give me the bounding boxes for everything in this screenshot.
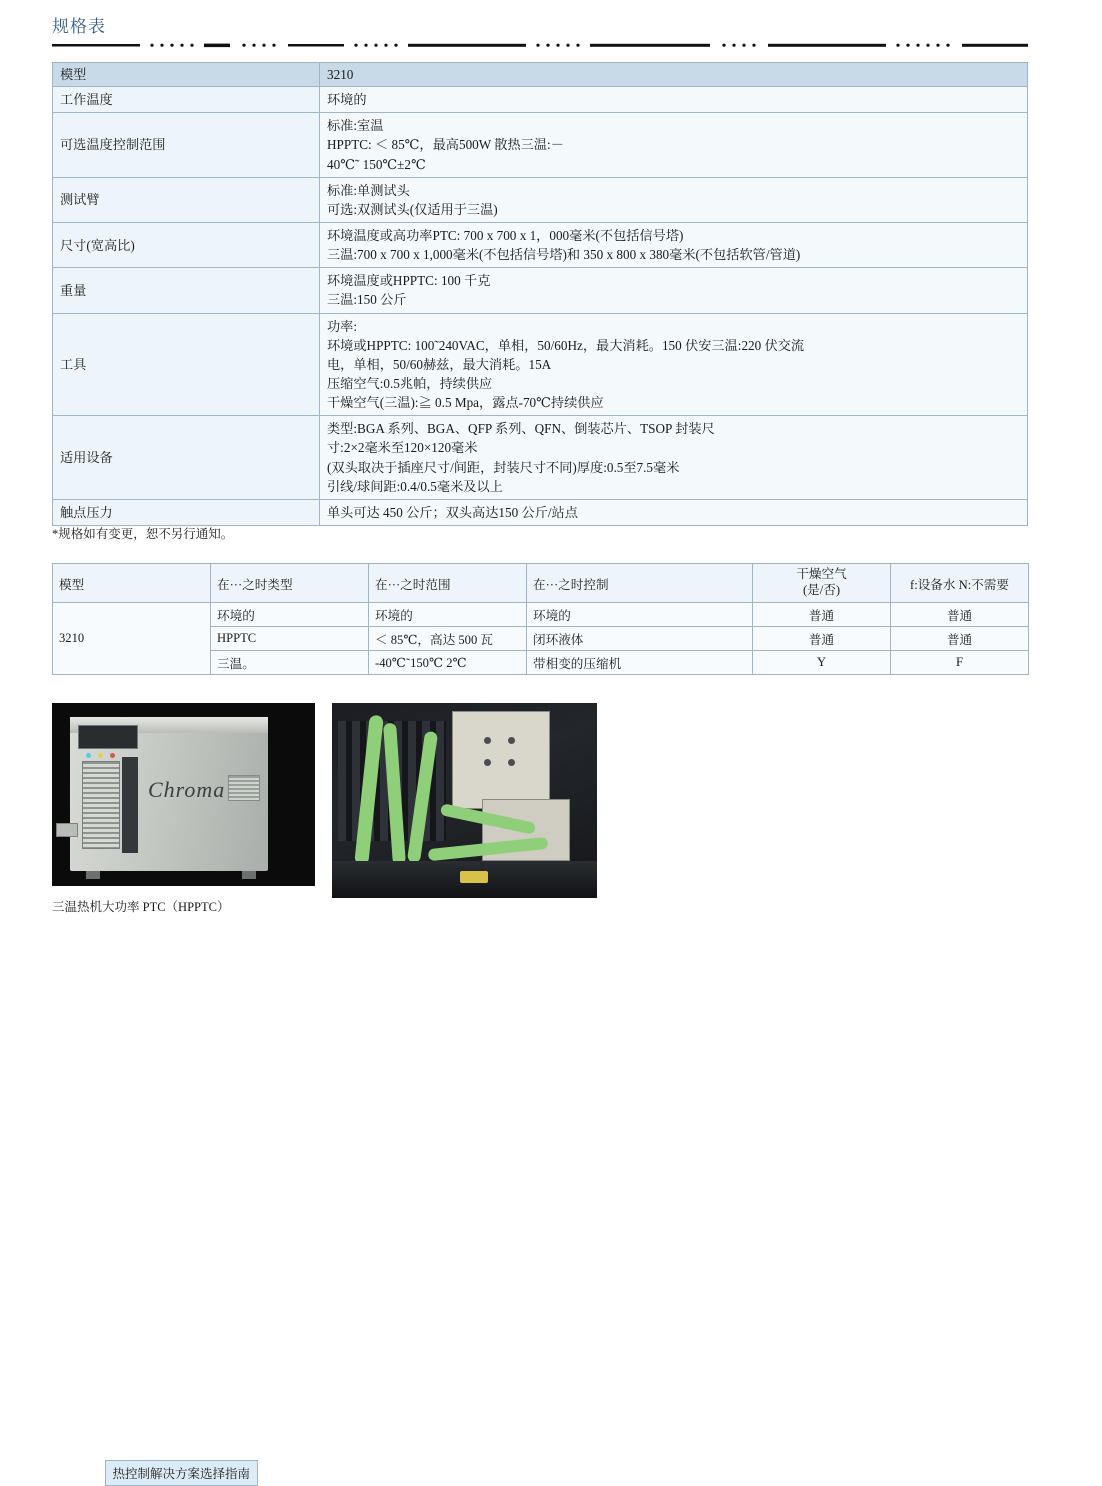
interior-port (484, 737, 491, 744)
page-title: 规格表 (52, 17, 106, 36)
table-row (53, 87, 1028, 113)
guide-cell-dry-air: 普通 (753, 627, 891, 651)
chiller-caster (242, 871, 256, 879)
guide-col-model: 模型 (53, 564, 211, 603)
spec-label: 工具 (53, 313, 320, 416)
table-row (105, 1460, 259, 1486)
guide-col-dry-air-line1: 干燥空气 (796, 567, 847, 582)
chiller-brand-label: Chroma (148, 777, 226, 802)
spec-value-line: 环境温度或高功率PTC: 700 x 700 x 1，000毫米(不包括信号塔) (327, 227, 684, 243)
spec-value (320, 313, 1028, 416)
table-row (53, 177, 1028, 222)
photo-caption: 三温热机大功率 PTC（HPPTC） (52, 900, 230, 914)
spec-value-line: HPPTC: ＜ 85℃，最高500W 散热三温:－ (327, 137, 564, 153)
title-decorative-rule (52, 40, 1028, 50)
guide-cell-type: 环境的 (211, 603, 369, 627)
spec-value-line: 类型:BGA 系列、BGA、QFP 系列、QFN、倒装芯片、TSOP 封装尺 (327, 421, 715, 437)
product-photo-interior (332, 703, 597, 898)
guide-cell-water: 普通 (891, 603, 1029, 627)
chiller-led-indicator (98, 753, 103, 758)
spec-value (320, 499, 1028, 525)
spec-value-line: 电，单相，50/60赫兹，最大消耗。15A (327, 356, 552, 372)
guide-cell-range: -40℃˜150℃ 2℃ (369, 651, 527, 675)
spec-value (320, 113, 1028, 177)
table-row (53, 63, 1028, 87)
spec-label: 适用设备 (53, 416, 320, 500)
spec-footnote: *规格如有变更，恕不另行通知。 (52, 527, 234, 541)
title-block (52, 12, 1052, 41)
table-row (53, 564, 1029, 603)
guide-model-value: 3210 (53, 603, 211, 675)
spec-value-line: 环境温度或HPPTC: 100 千克 (327, 273, 491, 289)
interior-handler-panel (452, 711, 550, 809)
chiller-pipe-fitting (56, 823, 78, 837)
guide-cell-range: ＜ 85℃，高达 500 瓦 (369, 627, 527, 651)
spec-value-line: 压缩空气:0.5兆帕，持续供应 (327, 375, 493, 391)
spec-value-line: 标准:单测试头 (327, 182, 410, 198)
chiller-caster (86, 871, 100, 879)
guide-cell-control: 闭环液体 (527, 627, 753, 651)
guide-cell-water: F (891, 651, 1029, 675)
interior-yellow-marker (460, 871, 488, 883)
guide-cell-control: 带相变的压缩机 (527, 651, 753, 675)
chiller-vent-grill (82, 761, 120, 849)
chiller-side-recess (122, 757, 138, 853)
guide-cell-type: HPPTC (211, 627, 369, 651)
spec-value-line: 三温:700 x 700 x 1,000毫米(不包括信号塔)和 350 x 800 x 380毫米(不包括软管/管道) (327, 247, 801, 263)
table-row (53, 268, 1028, 313)
table-row (53, 113, 1028, 177)
spec-label: 尺寸(宽高比) (53, 222, 320, 267)
spec-value-line: 标准:室温 (327, 118, 384, 134)
guide-col-range: 在···之时范围 (369, 564, 527, 603)
spec-value-line: 环境的 (327, 92, 367, 108)
guide-cell-water: 普通 (891, 627, 1029, 651)
spec-value-line: 功率: (327, 318, 358, 334)
interior-port (508, 759, 515, 766)
chiller-led-indicator (110, 753, 115, 758)
guide-cell-type: 三温。 (211, 651, 369, 675)
interior-port (484, 759, 491, 766)
guide-col-dry-air-line2: (是/否) (802, 583, 841, 597)
spec-label: 触点压力 (53, 499, 320, 525)
spec-value-line: (双头取决于插座尺寸/间距，封装尺寸不同)厚度:0.5至7.5毫米 (327, 459, 680, 475)
guide-col-water: f:设备水 N:不需要 (891, 564, 1029, 603)
spec-value-line: 可选:双测试头(仅适用于三温) (327, 201, 498, 217)
guide-cell-dry-air: Y (753, 651, 891, 675)
spec-value-line: 引线/球间距:0.4/0.5毫米及以上 (327, 478, 503, 494)
table-row (53, 603, 1029, 627)
spec-value (320, 177, 1028, 222)
spec-value (320, 87, 1028, 113)
table-row (53, 313, 1028, 416)
guide-col-dry-air (753, 564, 891, 603)
specification-table (52, 62, 1028, 526)
spec-label: 重量 (53, 268, 320, 313)
table-row (53, 222, 1028, 267)
spec-value-line: 环境或HPPTC: 100˜240VAC，单相，50/60Hz，最大消耗。150 伏安三温:220 伏交流 (327, 337, 805, 353)
spec-label: 测试臂 (53, 177, 320, 222)
spec-value-line: 单头可达 450 公斤；双头高达150 公斤/站点 (327, 504, 578, 520)
spec-value-line: 40℃˜ 150℃±2℃ (327, 156, 426, 172)
guide-caption: 热控制解决方案选择指南 (105, 1461, 258, 1486)
guide-cell-range: 环境的 (369, 603, 527, 627)
guide-cell-control: 环境的 (527, 603, 753, 627)
spec-value-line: 寸:2×2毫米至120×120毫米 (327, 440, 478, 456)
table-row (53, 416, 1028, 500)
spec-header-value: 3210 (320, 63, 1028, 87)
spec-value-line: 干燥空气(三温):≧ 0.5 Mpa，露点-70℃持续供应 (327, 395, 604, 411)
interior-port (508, 737, 515, 744)
table-row (53, 499, 1028, 525)
chiller-control-panel (78, 725, 138, 749)
spec-header-label: 模型 (53, 63, 320, 87)
guide-col-type: 在···之时类型 (211, 564, 369, 603)
spec-value (320, 268, 1028, 313)
spec-label: 工作温度 (53, 87, 320, 113)
spec-label: 可选温度控制范围 (53, 113, 320, 177)
product-photo-chiller (52, 703, 315, 886)
spec-value (320, 416, 1028, 500)
guide-cell-dry-air: 普通 (753, 603, 891, 627)
guide-col-control: 在···之时控制 (527, 564, 753, 603)
spec-value-line: 三温:150 公斤 (327, 292, 407, 308)
chiller-led-indicator (86, 753, 91, 758)
spec-value (320, 222, 1028, 267)
chiller-rear-vent (228, 775, 260, 801)
